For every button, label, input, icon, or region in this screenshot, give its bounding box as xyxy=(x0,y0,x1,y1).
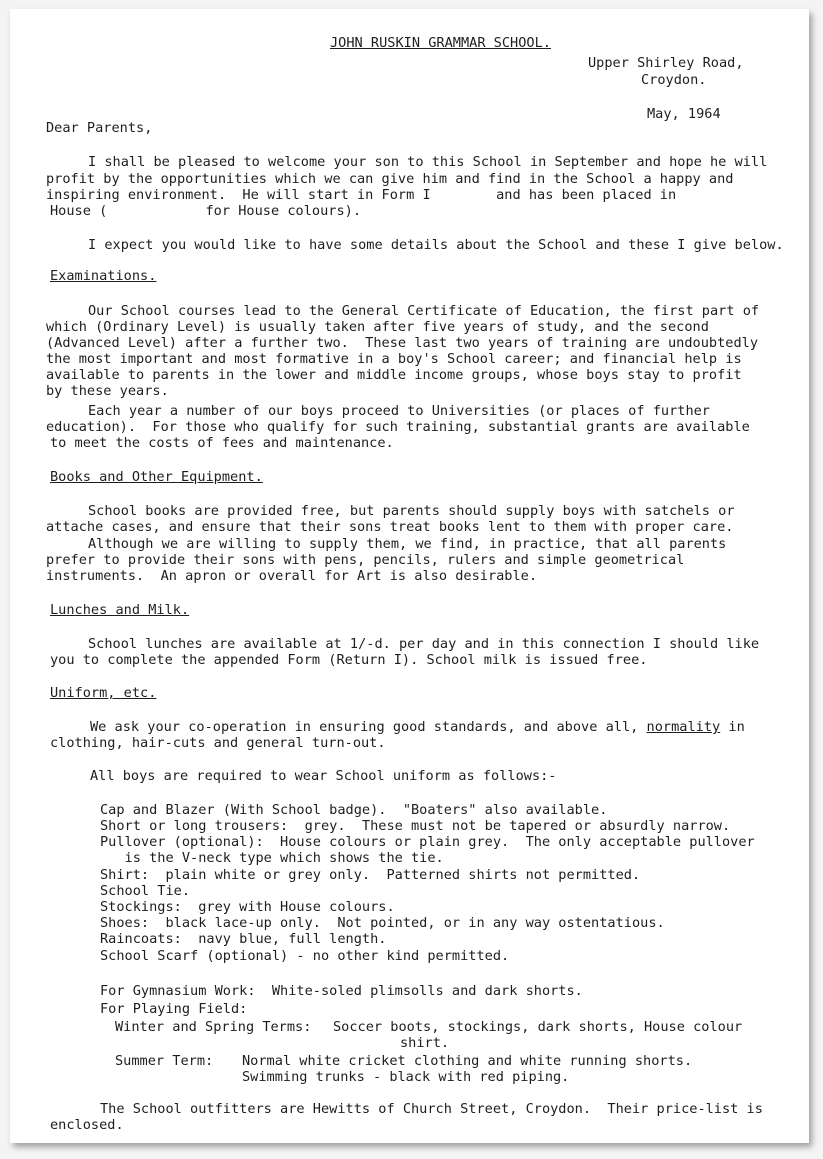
books-line: Although we are willing to supply them, we find, in practice, that all parents xyxy=(88,536,727,552)
books-line: prefer to provide their sons with pens, pencils, rulers and simple geometrical xyxy=(46,552,685,568)
uniform-item: School Scarf (optional) - no other kind permitted. xyxy=(100,948,510,964)
address-line-1: Upper Shirley Road, xyxy=(588,55,744,71)
summer-text-2: Swimming trunks - black with red piping. xyxy=(242,1069,570,1085)
summer-label: Summer Term: xyxy=(115,1053,214,1069)
uniform-paragraph-2: All boys are required to wear School uniform as follows:- xyxy=(90,768,557,784)
normality-emphasis: normality xyxy=(646,719,721,735)
summer-text: Normal white cricket clothing and white running shorts. xyxy=(242,1053,693,1069)
address-line-2: Croydon. xyxy=(641,72,707,88)
examinations-line: (Advanced Level) after a further two. These last two years of training are undoubtedly xyxy=(46,335,759,351)
school-name: JOHN RUSKIN GRAMMAR SCHOOL. xyxy=(330,35,551,51)
examinations-heading: Examinations. xyxy=(50,268,157,284)
uniform-item: Shirt: plain white or grey only. Patterned shirts not permitted. xyxy=(100,867,641,883)
gymnasium-line: For Gymnasium Work: White-soled plimsolls and dark shorts. xyxy=(100,983,583,999)
uniform-item: School Tie. xyxy=(100,883,191,899)
lunches-heading: Lunches and Milk. xyxy=(50,602,190,618)
examinations-line: which (Ordinary Level) is usually taken after five years of study, and the second xyxy=(46,319,709,335)
playing-field-line: For Playing Field: xyxy=(100,1001,248,1017)
examinations-line: education). For those who qualify for such training, substantial grants are available xyxy=(46,419,750,435)
uniform-item: is the V-neck type which shows the tie. xyxy=(100,850,444,866)
uniform-paragraph-1: We ask your co-operation in ensuring good standards, and above all, normality in xyxy=(90,719,745,735)
books-line: instruments. An apron or overall for Art is also desirable. xyxy=(46,568,538,584)
uniform-item: Short or long trousers: grey. These must not be tapered or absurdly narrow. xyxy=(100,818,731,834)
lunches-line: School lunches are available at 1/-d. per day and in this connection I should like xyxy=(88,636,760,652)
examinations-line: to meet the costs of fees and maintenance. xyxy=(50,435,394,451)
books-heading: Books and Other Equipment. xyxy=(50,469,263,485)
uniform-item: Cap and Blazer (With School badge). "Boaters" also available. xyxy=(100,802,608,818)
salutation: Dear Parents, xyxy=(46,120,153,136)
examinations-line: available to parents in the lower and middle income groups, whose boys stay to profit xyxy=(46,367,742,383)
outfitters-line-2: enclosed. xyxy=(50,1117,124,1133)
uniform-item: Stockings: grey with House colours. xyxy=(100,899,395,915)
uniform-item: Raincoats: navy blue, full length. xyxy=(100,931,387,947)
uniform-item: Shoes: black lace-up only. Not pointed, or in any way ostentatious. xyxy=(100,915,665,931)
outfitters-line: The School outfitters are Hewitts of Church Street, Croydon. Their price-list is xyxy=(100,1101,763,1117)
examinations-line: the most important and most formative in a boy's School career; and financial help is xyxy=(46,351,742,367)
uniform-paragraph-1-line-2: clothing, hair-cuts and general turn-out. xyxy=(50,735,386,751)
letter-date: May, 1964 xyxy=(647,106,721,122)
winter-text-2: shirt. xyxy=(400,1035,450,1051)
winter-label: Winter and Spring Terms: xyxy=(115,1019,312,1035)
examinations-line: Our School courses lead to the General Certificate of Education, the first part of xyxy=(88,303,760,319)
intro-line: House ( for House colours). xyxy=(50,203,361,219)
intro-line: inspiring environment. He will start in Form I and has been placed in xyxy=(46,187,677,203)
uniform-item: Pullover (optional): House colours or plain grey. The only acceptable pullover xyxy=(100,834,755,850)
intro-line: I shall be pleased to welcome your son to this School in September and hope he will xyxy=(88,154,768,170)
books-line: School books are provided free, but parents should supply boys with satchels or xyxy=(88,503,735,519)
lunches-line: you to complete the appended Form (Return I). School milk is issued free. xyxy=(50,652,648,668)
winter-text: Soccer boots, stockings, dark shorts, House colour xyxy=(333,1019,743,1035)
letter-page xyxy=(10,9,809,1143)
intro-line: profit by the opportunities which we can give him and find in the School a happy and xyxy=(46,171,734,187)
books-line: attache cases, and ensure that their sons treat books lent to them with proper care. xyxy=(46,519,734,535)
uniform-heading: Uniform, etc. xyxy=(50,685,157,701)
intro-paragraph-2: I expect you would like to have some details about the School and these I give below. xyxy=(88,237,784,253)
examinations-line: by these years. xyxy=(46,383,169,399)
examinations-line: Each year a number of our boys proceed to Universities (or places of further xyxy=(88,403,710,419)
